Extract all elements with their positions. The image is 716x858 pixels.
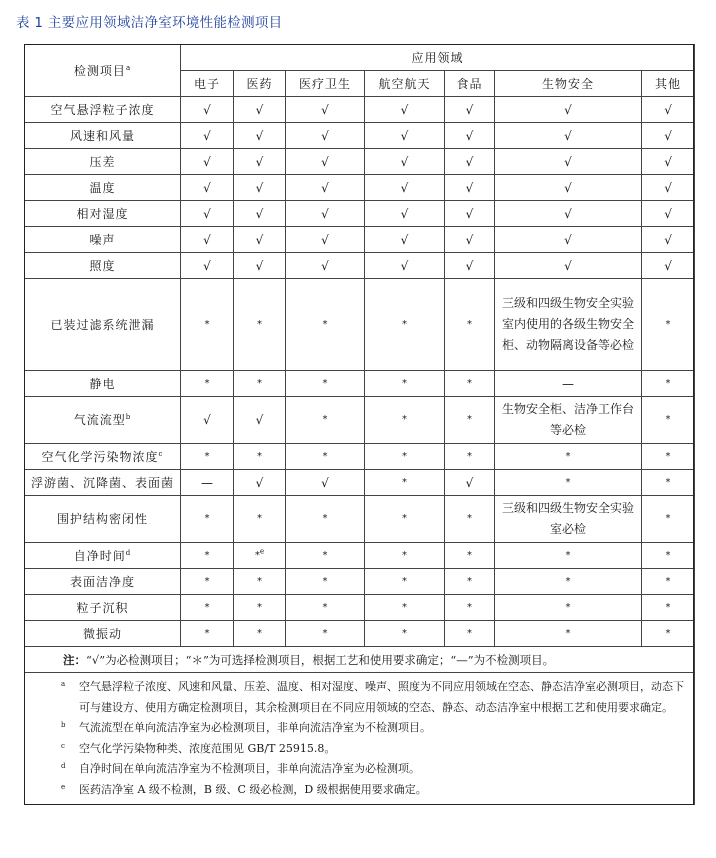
cell-电子: —	[181, 470, 234, 496]
cell-医疗卫生: *	[286, 371, 365, 397]
cell-食品: *	[445, 569, 495, 595]
header-domain-group: 应用领域	[181, 45, 695, 71]
cell-生物安全: √	[495, 175, 642, 201]
row-item-label: 表面洁净度	[69, 574, 135, 589]
cell-电子: *	[181, 595, 234, 621]
cell-医药: √	[234, 201, 286, 227]
cell-食品: √	[445, 123, 495, 149]
row-item-label: 气流流型	[73, 413, 126, 427]
cell-食品: *	[445, 595, 495, 621]
cell-其他: *	[642, 496, 695, 543]
cell-航空航天: √	[365, 149, 445, 175]
cell-医疗卫生: √	[286, 201, 365, 227]
cell-航空航天: √	[365, 175, 445, 201]
cell-食品: √	[445, 253, 495, 279]
cell-生物安全: —	[495, 371, 642, 397]
cell-电子: *	[181, 279, 234, 371]
header-domain-2: 医疗卫生	[286, 71, 365, 97]
cell-其他: *	[642, 543, 695, 569]
header-domain-4: 食品	[445, 71, 495, 97]
cell-食品: √	[445, 201, 495, 227]
cell-医药: √	[234, 97, 286, 123]
cell-其他: *	[642, 569, 695, 595]
cell-电子: √	[181, 97, 234, 123]
cell-电子: √	[181, 175, 234, 201]
cell-生物安全: √	[495, 123, 642, 149]
row-item-label: 自净时间	[73, 548, 126, 563]
cell-医疗卫生: √	[286, 149, 365, 175]
cell-航空航天: *	[365, 496, 445, 543]
cell-食品: *	[445, 397, 495, 444]
cell-生物安全: *	[495, 595, 642, 621]
cell-航空航天: √	[365, 97, 445, 123]
footnote-key: d	[61, 762, 66, 770]
footnote-key: a	[61, 680, 66, 688]
cell-航空航天: *	[365, 371, 445, 397]
cell-航空航天: √	[365, 227, 445, 253]
cell-食品: *	[445, 496, 495, 543]
cell-生物安全: √	[495, 201, 642, 227]
cell-医药: √	[234, 253, 286, 279]
cell-生物安全: *	[495, 569, 642, 595]
cell-其他: *	[642, 470, 695, 496]
cell-生物安全: 生物安全柜、洁净工作台等必检	[495, 397, 642, 444]
cell-食品: *	[445, 279, 495, 371]
cell-医疗卫生: √	[286, 97, 365, 123]
cell-其他: *	[642, 371, 695, 397]
cell-其他: √	[642, 149, 695, 175]
cell-医药: √	[234, 149, 286, 175]
cell-其他: √	[642, 175, 695, 201]
row-item-label: 浮游菌、沉降菌、表面菌	[30, 475, 174, 490]
cell-其他: √	[642, 97, 695, 123]
cell-医疗卫生: √	[286, 175, 365, 201]
cell-电子: √	[181, 227, 234, 253]
cell-医疗卫生: *	[286, 621, 365, 647]
cell-医疗卫生: *	[286, 543, 365, 569]
cell-食品: *	[445, 444, 495, 470]
cell-医药: *	[234, 279, 286, 371]
header-domain-5: 生物安全	[495, 71, 642, 97]
cell-其他: √	[642, 227, 695, 253]
header-domain-0: 电子	[181, 71, 234, 97]
footnote-text: 气流流型在单向流洁净室为必检测项目，非单向流洁净室为不检测项目。	[79, 721, 431, 734]
cell-生物安全: √	[495, 227, 642, 253]
cell-食品: √	[445, 97, 495, 123]
row-item-note: d	[125, 548, 132, 557]
cell-航空航天: √	[365, 253, 445, 279]
cell-食品: *	[445, 371, 495, 397]
row-item-label: 已装过滤系统泄漏	[50, 317, 155, 332]
cell-生物安全: √	[495, 253, 642, 279]
header-item-note: a	[125, 63, 132, 72]
row-item-label: 静电	[89, 376, 116, 391]
legend-text: “√”为必检测项目；“＊”为可选择检测项目，根据工艺和使用要求确定；“—”为不检测项目。	[86, 652, 555, 667]
cell-电子: *	[181, 621, 234, 647]
row-item-label: 空气悬浮粒子浓度	[50, 102, 155, 117]
row-item-label: 照度	[89, 258, 116, 273]
cell-医药: *	[234, 496, 286, 543]
footnote-key: b	[61, 721, 66, 729]
cell-食品: √	[445, 149, 495, 175]
row-item-label: 微振动	[82, 626, 122, 641]
footnote-text: 空气悬浮粒子浓度、风速和风量、压差、温度、相对湿度、噪声、照度为不同应用领域在空态、静态洁净室必测项目，动态下可与建设方、使用方确定检测项目，其余检测项目在不同应用领域的空态、静态、动态洁净室中根据工艺和使用要求确定。	[79, 680, 684, 714]
cell-食品: √	[445, 175, 495, 201]
row-item-label: 围护结构密闭性	[56, 512, 148, 526]
cell-电子: √	[181, 397, 234, 444]
cell-航空航天: *	[365, 621, 445, 647]
cell-医疗卫生: √	[286, 123, 365, 149]
cell-医药: *	[234, 444, 286, 470]
cell-航空航天: *	[365, 444, 445, 470]
cell-医疗卫生: *	[286, 444, 365, 470]
cell-note: e	[259, 547, 265, 556]
header-domain-3: 航空航天	[365, 71, 445, 97]
footnote-key: c	[61, 741, 65, 750]
cell-其他: *	[642, 279, 695, 371]
cell-其他: *	[642, 444, 695, 470]
row-item-label: 压差	[89, 154, 116, 169]
cell-医药: √	[234, 175, 286, 201]
footnote-key: e	[61, 782, 66, 791]
cell-其他: √	[642, 123, 695, 149]
cell-航空航天: *	[365, 595, 445, 621]
cell-电子: √	[181, 123, 234, 149]
cell-医疗卫生: *	[286, 397, 365, 444]
cell-医疗卫生: *	[286, 496, 365, 543]
cell-医药: *	[234, 595, 286, 621]
row-item-note: b	[125, 413, 132, 421]
row-item-label: 相对湿度	[76, 206, 129, 221]
cell-生物安全: 三级和四级生物安全实验室必检	[495, 496, 642, 543]
row-item-label: 噪声	[89, 232, 116, 247]
cell-医疗卫生: *	[286, 595, 365, 621]
cell-电子: *	[181, 444, 234, 470]
cell-航空航天: *	[365, 470, 445, 496]
cell-医疗卫生: √	[286, 227, 365, 253]
header-domain-6: 其他	[642, 71, 695, 97]
cell-医药: √	[234, 227, 286, 253]
cell-其他: √	[642, 201, 695, 227]
cell-生物安全: *	[495, 621, 642, 647]
row-item-label: 空气化学污染物浓度	[41, 449, 159, 464]
cell-其他: √	[642, 253, 695, 279]
cell-医药: *	[234, 371, 286, 397]
cell-航空航天: *	[365, 397, 445, 444]
header-item-label: 检测项目	[73, 63, 126, 78]
cell-食品: √	[445, 470, 495, 496]
cell-食品: *	[445, 543, 495, 569]
cell-医疗卫生: *	[286, 569, 365, 595]
cell-医疗卫生: √	[286, 253, 365, 279]
row-item-note: c	[158, 449, 164, 458]
cell-其他: *	[642, 397, 695, 444]
footnote-text: 自净时间在单向流洁净室为不检测项目，非单向流洁净室为必检测项。	[79, 762, 420, 775]
cell-医药: *	[234, 621, 286, 647]
legend-label: 注：	[63, 652, 86, 667]
cell-电子: √	[181, 149, 234, 175]
cell-航空航天: *	[365, 543, 445, 569]
footnote-text: 医药洁净室 A 级不检测，B 级、C 级必检测，D 级根据使用要求确定。	[79, 782, 427, 796]
cell-其他: *	[642, 595, 695, 621]
footnote-text: 空气化学污染物种类、浓度范围见 GB/T 25915.8。	[79, 741, 336, 755]
cell-食品: √	[445, 227, 495, 253]
cell-生物安全: *	[495, 470, 642, 496]
row-item-label: 粒子沉积	[76, 600, 129, 615]
cell-医药: √	[234, 470, 286, 496]
header-domain-1: 医药	[234, 71, 286, 97]
cell-电子: √	[181, 201, 234, 227]
cell-生物安全: √	[495, 97, 642, 123]
cell-电子: *	[181, 371, 234, 397]
cell-食品: *	[445, 621, 495, 647]
cell-生物安全: *	[495, 543, 642, 569]
cell-医药: *	[234, 569, 286, 595]
cell-生物安全: *	[495, 444, 642, 470]
cell-电子: *	[181, 569, 234, 595]
cell-电子: *	[181, 543, 234, 569]
cell-航空航天: √	[365, 201, 445, 227]
cell-生物安全: √	[495, 149, 642, 175]
cell-生物安全: 三级和四级生物安全实验室内使用的各级生物安全柜、动物隔离设备等必检	[495, 279, 642, 371]
row-item-label: 温度	[89, 180, 116, 195]
cell-电子: √	[181, 253, 234, 279]
cell-其他: *	[642, 621, 695, 647]
row-item-label: 风速和风量	[69, 128, 135, 143]
cell-医疗卫生: √	[286, 470, 365, 496]
table-title: 表 1 主要应用领域洁净室环境性能检测项目	[16, 15, 283, 31]
cell-mark: *	[254, 549, 260, 561]
cell-电子: *	[181, 496, 234, 543]
cell-航空航天: √	[365, 123, 445, 149]
cell-医药: √	[234, 397, 286, 444]
cell-医疗卫生: *	[286, 279, 365, 371]
cell-航空航天: *	[365, 279, 445, 371]
cell-航空航天: *	[365, 569, 445, 595]
table-frame	[24, 44, 694, 805]
cell-医药: √	[234, 123, 286, 149]
